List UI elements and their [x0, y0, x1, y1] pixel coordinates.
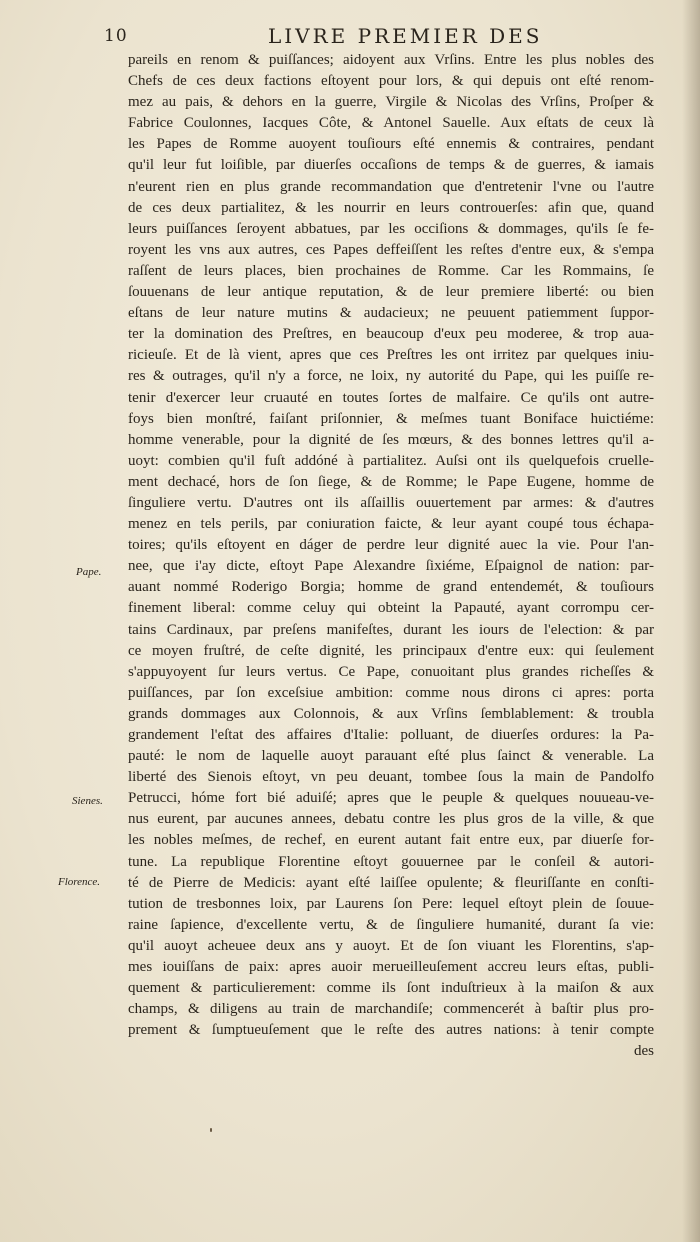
catchword: des — [634, 1043, 654, 1060]
text-line: les nobles meſmes, de rechef, en eurent autant fait entre eux, par diuerſe for- — [128, 832, 654, 849]
text-line: menez en tels perils, par coniuration faicte, & leur ayant coupé tous échapa- — [128, 516, 654, 533]
text-line: Petrucci, hóme fort bié aduiſé; apres que le peuple & quelques nouueau-ve- — [128, 790, 654, 807]
text-line: leurs puiſſances ſeroyent abbatues, par les occiſions & dommages, qu'ils ſe fe- — [128, 220, 654, 237]
text-line: tution de tresbonnes loix, par Laurens ſon Pere: lequel eſtoyt plein de ſouue- — [128, 895, 654, 912]
text-line: mes iouiſſans de paix: apres auoir merueilleuſement accreu leurs eſtas, publi- — [128, 959, 654, 976]
text-line: nus eurent, par aucunes annees, debatu contre les plus gros de la ville, & que — [128, 811, 654, 828]
text-line: finement liberal: comme celuy qui obteint la Papauté, ayant corrompu cer- — [128, 600, 654, 617]
text-line: ce moyen fruſtré, de ceſte dignité, les principaux d'entre eux: qui ſeulement — [128, 642, 654, 659]
text-line: mez au pais, & dehors en la guerre, Virgile & Nicolas des Vrſins, Proſper & — [128, 94, 654, 111]
margin-note-pape: Pape. — [76, 566, 102, 578]
text-line: prement & ſumptueuſement que le reſte des autres nations: à tenir compte — [128, 1022, 654, 1039]
text-line: raine ſapience, d'excellente vertu, & de ſinguliere humanité, durant ſa vie: — [128, 916, 654, 933]
text-line: res & outrages, qu'il n'y a force, ne loix, ny autorité du Pape, qui les puiſſe re- — [128, 368, 654, 385]
running-head: LIVRE PREMIER DES — [268, 24, 543, 48]
text-line: auant nommé Roderigo Borgia; homme de grand entendemét, & touſiours — [128, 579, 654, 596]
text-line: ricieuſe. Et de là vient, apres que ces Preſtres les ont irritez par quelques iniu- — [128, 347, 654, 364]
text-line: ſouuenans de leur antique reputation, & de leur premiere liberté: ou bien — [128, 284, 654, 301]
text-line: uoyt: combien qu'il fuſt addóné à partialitez. Auſsi ont ils quelquefois cruelle- — [128, 452, 654, 469]
gutter-shadow — [682, 0, 700, 1242]
text-line: toires; qu'ils eſtoyent en dáger de perdre leur dignité auec la vie. Pour l'an- — [128, 537, 654, 554]
text-line: eſtans de leur nature mutins & audacieux; ne peuuent patiemment ſuppor- — [128, 305, 654, 322]
text-line: quement & particulierement: comme ils ſont induſtrieux à la maiſon & aux — [128, 980, 654, 997]
text-line: grands dommages aux Colonnois, & aux Vrſins ſemblablement: & troubla — [128, 705, 654, 722]
margin-notes — [0, 0, 128, 1242]
text-line: tains Cardinaux, par preſens manifeſtes, durant les iours de l'election: & par — [128, 621, 654, 638]
text-line: Fabrice Coulonnes, Iacques Côte, & Antonel Sauelle. Aux eſtats de ceux là — [128, 115, 654, 132]
text-line: liberté des Sienois eſtoyt, vn peu deuant, tombee ſous la main de Pandolfo — [128, 769, 654, 786]
margin-note-florence: Florence. — [58, 876, 101, 888]
body-text — [128, 50, 654, 1063]
text-line: grandement l'eſtat des affaires d'Italie: polluant, de diuerſes ordures: la Pa- — [128, 727, 654, 743]
text-line: royent les vns aux autres, ces Papes deffeiſſent les reſtes d'entre eux, & s'empa — [128, 241, 654, 258]
text-line: ter la domination des Preſtres, en beaucoup d'eux peu moderee, & trop aua- — [128, 326, 654, 343]
text-line: n'eurent rien en plus grande recommandation que d'entretenir l'vne ou l'autre — [128, 178, 654, 195]
text-line: homme venerable, pour la dignité de ſes mœurs, & des bonnes lettres qu'il a- — [128, 431, 654, 448]
text-line: Chefs de ces deux factions eſtoyent pour lors, & qui depuis ont eſté renom- — [128, 73, 654, 90]
text-line: champs, & diligens au train de marchandiſe; commencerét à baſtir plus pro- — [128, 1001, 654, 1018]
text-line: tenir d'exercer leur cruauté en toutes ſortes de malfaire. Ce qu'ils ont autre- — [128, 389, 654, 406]
paper-speck — [210, 1128, 212, 1132]
page-number: 10 — [104, 26, 128, 46]
text-line: qu'il leur fut loiſible, par diuerſes occaſions de temps & de guerres, & iamais — [128, 157, 654, 174]
text-line: s'appuyoyent ſur leurs vertus. Ce Pape, conuoitant plus grandes richeſſes & — [128, 663, 654, 680]
text-line: té de Pierre de Medicis: ayant eſté laiſſee opulente; & fleuriſſante en conſti- — [128, 874, 654, 891]
text-line: ment dechacé, hors de ſon ſiege, & de Romme; le Pape Eugene, homme de — [128, 473, 654, 490]
text-line: qu'il auoyt acheuee deux ans y auoyt. Et de ſon viuant les Florentins, s'ap- — [128, 937, 654, 954]
text-line: de ces deux partialitez, & les nourrir en leurs controuerſes: afin que, quand — [128, 199, 654, 216]
text-line: raſſent de leurs places, bien prochaines de Romme. Car les Rommains, ſe — [128, 262, 654, 279]
text-line: pareils en renom & puiſſances; aidoyent aux Vrſins. Entre les plus nobles des — [128, 52, 654, 68]
text-line: pauté: le nom de laquelle auoyt parauant eſté plus ſainct & venerable. La — [128, 748, 654, 765]
text-line: foys bien monſtré, faiſant priſonnier, & meſmes tuant Boniface huictiéme: — [128, 410, 654, 427]
text-line: ſinguliere vertu. D'autres ont ils aſſaillis ouuertement par armes: & d'autres — [128, 494, 654, 511]
text-line: tune. La republique Florentine eſtoyt gouuernee par le conſeil & autori- — [128, 853, 654, 870]
margin-note-sienes: Sienes. — [72, 795, 103, 807]
text-line: les Papes de Romme auoyent touſiours eſté ennemis & contraires, pendant — [128, 136, 654, 153]
text-line: puiſſances, par ſon exceſsiue ambition: comme nous dirons ci apres: porta — [128, 684, 654, 701]
text-line: nee, que i'ay dicte, eſtoyt Pape Alexandre ſixiéme, Eſpaignol de nation: par- — [128, 558, 654, 575]
